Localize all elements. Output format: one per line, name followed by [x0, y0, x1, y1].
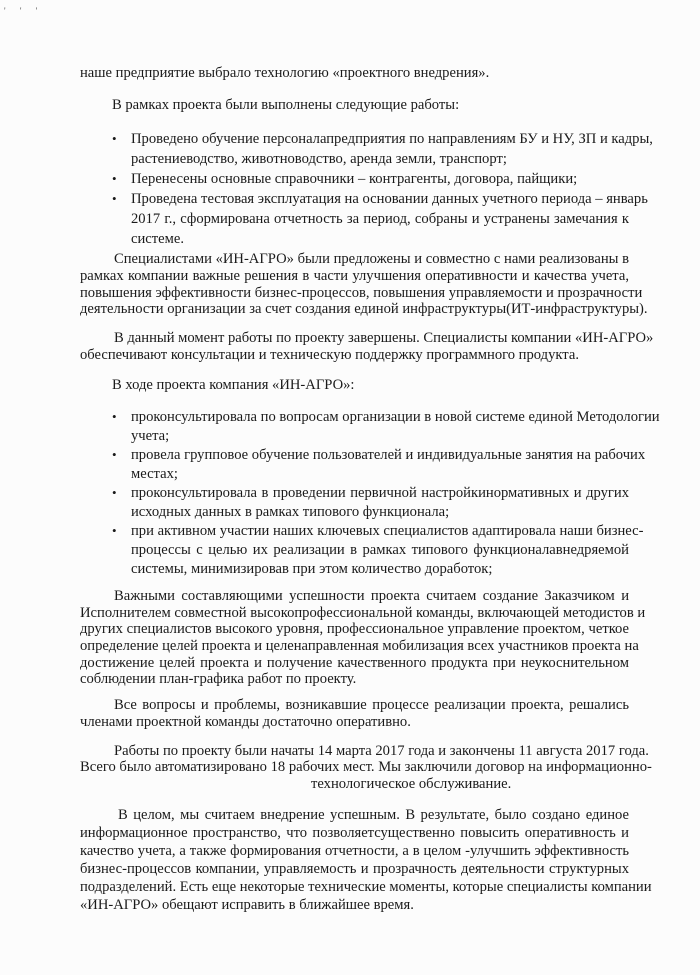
paragraph-line: Всего было автоматизировано 18 рабочих мест. Мы заключили договор на информационно- — [80, 759, 652, 775]
bullet-line: системе. — [131, 231, 184, 247]
paragraph-line: деятельности организации за счет создания единой инфраструктуры(ИТ-инфраструктуры). — [80, 301, 648, 317]
paragraph-line: достижение целей проекта и получение качественного продукта при неукоснительном — [80, 655, 629, 671]
bullet-line: Проведена тестовая эксплуатация на основании данных учетного периода – январь — [131, 191, 648, 207]
corner-mark: ' — [4, 6, 12, 16]
paragraph-line: подразделений. Есть еще некоторые технические моменты, которые специалисты компании — [80, 879, 652, 895]
paragraph-line: информационное пространство, что позволяетсущественно повысить оперативность и — [80, 825, 629, 841]
section1-lead: В рамках проекта были выполнены следующие работы: — [112, 97, 460, 113]
paragraph-line: бизнес-процессов компании, управляемость и прозрачность деятельности структурных — [80, 861, 629, 877]
bullet-line: растениеводство, животноводство, аренда земли, транспорт; — [131, 151, 507, 167]
paragraph-line: других специалистов высокого уровня, профессиональное управление проектом, четкое — [80, 621, 629, 637]
bullet-dot: • — [112, 171, 117, 186]
bullet-dot: • — [112, 131, 117, 146]
section2-lead: В ходе проекта компания «ИН-АГРО»: — [112, 377, 355, 393]
bullet-dot: • — [112, 447, 117, 462]
paragraph-line: качество учета, а также формирования отчетности, а в целом -улучшить эффективность — [80, 843, 629, 859]
bullet-line: местах; — [131, 466, 178, 482]
corner-marks — [4, 6, 43, 16]
bullet-line: учета; — [131, 428, 170, 444]
paragraph-line: обеспечивают консультации и техническую поддержку программного продукта. — [80, 347, 579, 363]
paragraph-line: членами проектной команды достаточно оперативно. — [80, 714, 411, 730]
paragraph-line: В целом, мы считаем внедрение успешным. В результате, было создано единое — [118, 807, 629, 823]
paragraph-line: Важными составляющими успешности проекта считаем создание Заказчиком и — [114, 588, 629, 604]
bullet-line: Перенесены основные справочники – контрагенты, договора, пайщики; — [131, 171, 578, 187]
paragraph-line: соблюдении план-графика работ по проекту. — [80, 671, 357, 687]
paragraph-line: рамках компании важные решения в части улучшения оперативности и качества учета, — [80, 268, 629, 284]
paragraph-line: «ИН-АГРО» обещают исправить в ближайшее время. — [80, 897, 414, 913]
bullet-line: исходных данных в рамках типового функционала; — [131, 504, 450, 520]
paragraph-line: Работы по проекту были начаты 14 марта 2017 года и закончены 11 августа 2017 года. — [114, 743, 649, 759]
bullet-dot: • — [112, 523, 117, 538]
paragraph-line: технологическое обслуживание. — [311, 776, 512, 792]
paragraph-line: повышения эффективности бизнес-процессов, повышения управляемости и прозрачности — [80, 285, 643, 301]
bullet-dot: • — [112, 191, 117, 206]
intro-fragment: наше предприятие выбрало технологию «проектного внедрения». — [80, 65, 490, 81]
bullet-line: 2017 г., сформирована отчетность за период, собраны и устранены замечания к — [131, 211, 629, 227]
corner-mark: ' — [19, 6, 28, 16]
bullet-line: проконсультировала в проведении первичной настройкинормативных и других — [131, 485, 629, 501]
bullet-line: системы, минимизировав при этом количество доработок; — [131, 561, 493, 577]
bullet-line: провела групповое обучение пользователей и индивидуальные занятия на рабочих — [131, 447, 646, 463]
paragraph-line: Все вопросы и проблемы, возникавшие процессе реализации проекта, решались — [114, 697, 629, 713]
paragraph-line: В данный момент работы по проекту завершены. Специалисты компании «ИН-АГРО» — [114, 330, 654, 346]
bullet-line: при активном участии наших ключевых специалистов адаптировала наши бизнес- — [131, 523, 644, 539]
paragraph-line: Специалистами «ИН-АГРО» были предложены и совместно с нами реализованы в — [114, 251, 629, 267]
bullet-dot: • — [112, 485, 117, 500]
bullet-line: проконсультировала по вопросам организации в новой системе единой Методологии — [131, 409, 660, 425]
bullet-dot: • — [112, 409, 117, 424]
paragraph-line: определение целей проекта и целенаправленная мобилизация всех участников проекта на — [80, 638, 639, 654]
paragraph-line: Исполнителем совместной высокопрофессиональной команды, включающей методистов и — [80, 605, 646, 621]
corner-mark: ' — [35, 6, 44, 16]
bullet-line: процессы с целью их реализации в рамках типового функционалавнедряемой — [131, 542, 629, 558]
bullet-line: Проведено обучение персоналапредприятия по направлениям БУ и НУ, ЗП и кадры, — [131, 131, 653, 147]
